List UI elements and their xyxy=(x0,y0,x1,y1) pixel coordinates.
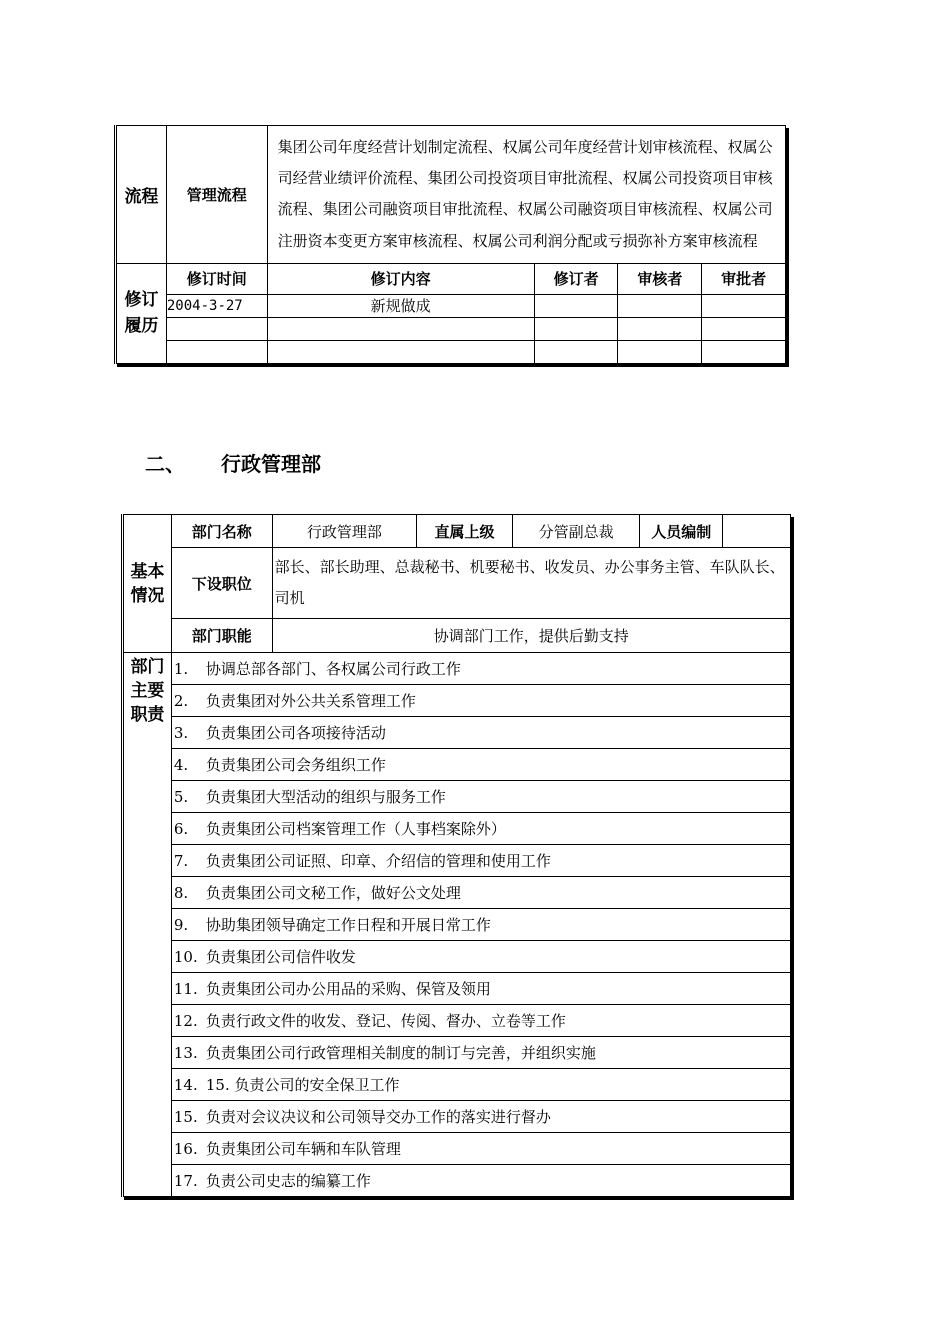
duty-item: 6. 负责集团公司档案管理工作（人事档案除外） xyxy=(171,813,790,845)
revision-reviser xyxy=(534,294,618,317)
duty-item: 15. 负责对会议决议和公司领导交办工作的落实进行督办 xyxy=(171,1101,790,1133)
duty-item: 7. 负责集团公司证照、印章、介绍信的管理和使用工作 xyxy=(171,845,790,877)
revision-header-time: 修订时间 xyxy=(166,263,267,294)
duty-item: 16. 负责集团公司车辆和车队管理 xyxy=(171,1133,790,1165)
revision-content xyxy=(267,317,534,340)
duty-item: 14. 15. 负责公司的安全保卫工作 xyxy=(171,1069,790,1101)
section-title: 行政管理部 xyxy=(221,452,321,476)
duty-item: 8. 负责集团公司文秘工作，做好公文处理 xyxy=(171,877,790,909)
duty-item: 4. 负责集团公司会务组织工作 xyxy=(171,749,790,781)
dept-name-value: 行政管理部 xyxy=(272,515,417,548)
revision-header-content: 修订内容 xyxy=(267,263,534,294)
function-label: 部门职能 xyxy=(171,619,272,653)
staffing-label: 人员编制 xyxy=(640,515,723,548)
process-section-label: 流程 xyxy=(116,126,167,264)
basic-info-label: 基本 情况 xyxy=(123,515,172,653)
table-row xyxy=(116,317,786,340)
revision-date xyxy=(166,340,267,363)
positions-value: 部长、部长助理、总裁秘书、机要秘书、收发员、办公事务主管、车队队长、司机 xyxy=(272,548,790,619)
table-row xyxy=(116,294,786,317)
duty-item: 3. 负责集团公司各项接待活动 xyxy=(171,717,790,749)
process-revision-table xyxy=(114,125,786,364)
revision-content xyxy=(267,340,534,363)
main-duties-label: 部门 主要 职责 xyxy=(123,653,172,1197)
revision-reviewer xyxy=(618,294,702,317)
dept-name-label: 部门名称 xyxy=(171,515,272,548)
duty-item: 12. 负责行政文件的收发、登记、传阅、督办、立卷等工作 xyxy=(171,1005,790,1037)
duty-item: 1. 协调总部各部门、各权属公司行政工作 xyxy=(171,653,790,685)
revision-reviser xyxy=(534,340,618,363)
duty-item: 17. 负责公司史志的编纂工作 xyxy=(171,1165,790,1197)
revision-reviewer xyxy=(618,317,702,340)
revision-approver xyxy=(702,317,786,340)
duty-item: 13. 负责集团公司行政管理相关制度的制订与完善，并组织实施 xyxy=(171,1037,790,1069)
department-table xyxy=(121,514,791,1197)
table-row xyxy=(116,340,786,363)
revision-reviser xyxy=(534,317,618,340)
revision-reviewer xyxy=(618,340,702,363)
function-value: 协调部门工作，提供后勤支持 xyxy=(272,619,790,653)
superior-label: 直属上级 xyxy=(417,515,513,548)
revision-approver xyxy=(702,294,786,317)
section-heading xyxy=(145,448,321,477)
revision-history-label: 修订 履历 xyxy=(116,263,167,363)
process-description: 集团公司年度经营计划制定流程、权属公司年度经营计划审核流程、权属公司经营业绩评价流程、集团公司投资项目审批流程、权属公司投资项目审核流程、集团公司融资项目审批流程、权属公司融资项目审核流程、权属公司注册资本变更方案审核流程、权属公司利润分配或亏损弥补方案审核流程 xyxy=(267,126,785,264)
duty-item: 2. 负责集团对外公共关系管理工作 xyxy=(171,685,790,717)
staffing-value xyxy=(723,515,791,548)
duty-item: 9. 协助集团领导确定工作日程和开展日常工作 xyxy=(171,909,790,941)
revision-header-approver: 审批者 xyxy=(702,263,786,294)
positions-label: 下设职位 xyxy=(171,548,272,619)
process-label: 管理流程 xyxy=(166,126,267,264)
revision-header-reviewer: 审核者 xyxy=(618,263,702,294)
revision-date: 2004-3-27 xyxy=(166,294,267,317)
revision-date xyxy=(166,317,267,340)
section-number: 二、 xyxy=(145,452,185,476)
duty-item: 10. 负责集团公司信件收发 xyxy=(171,941,790,973)
revision-header-reviser: 修订者 xyxy=(534,263,618,294)
duty-item: 11. 负责集团公司办公用品的采购、保管及领用 xyxy=(171,973,790,1005)
superior-value: 分管副总裁 xyxy=(512,515,640,548)
duty-item: 5. 负责集团大型活动的组织与服务工作 xyxy=(171,781,790,813)
revision-content: 新规做成 xyxy=(267,294,534,317)
revision-approver xyxy=(702,340,786,363)
